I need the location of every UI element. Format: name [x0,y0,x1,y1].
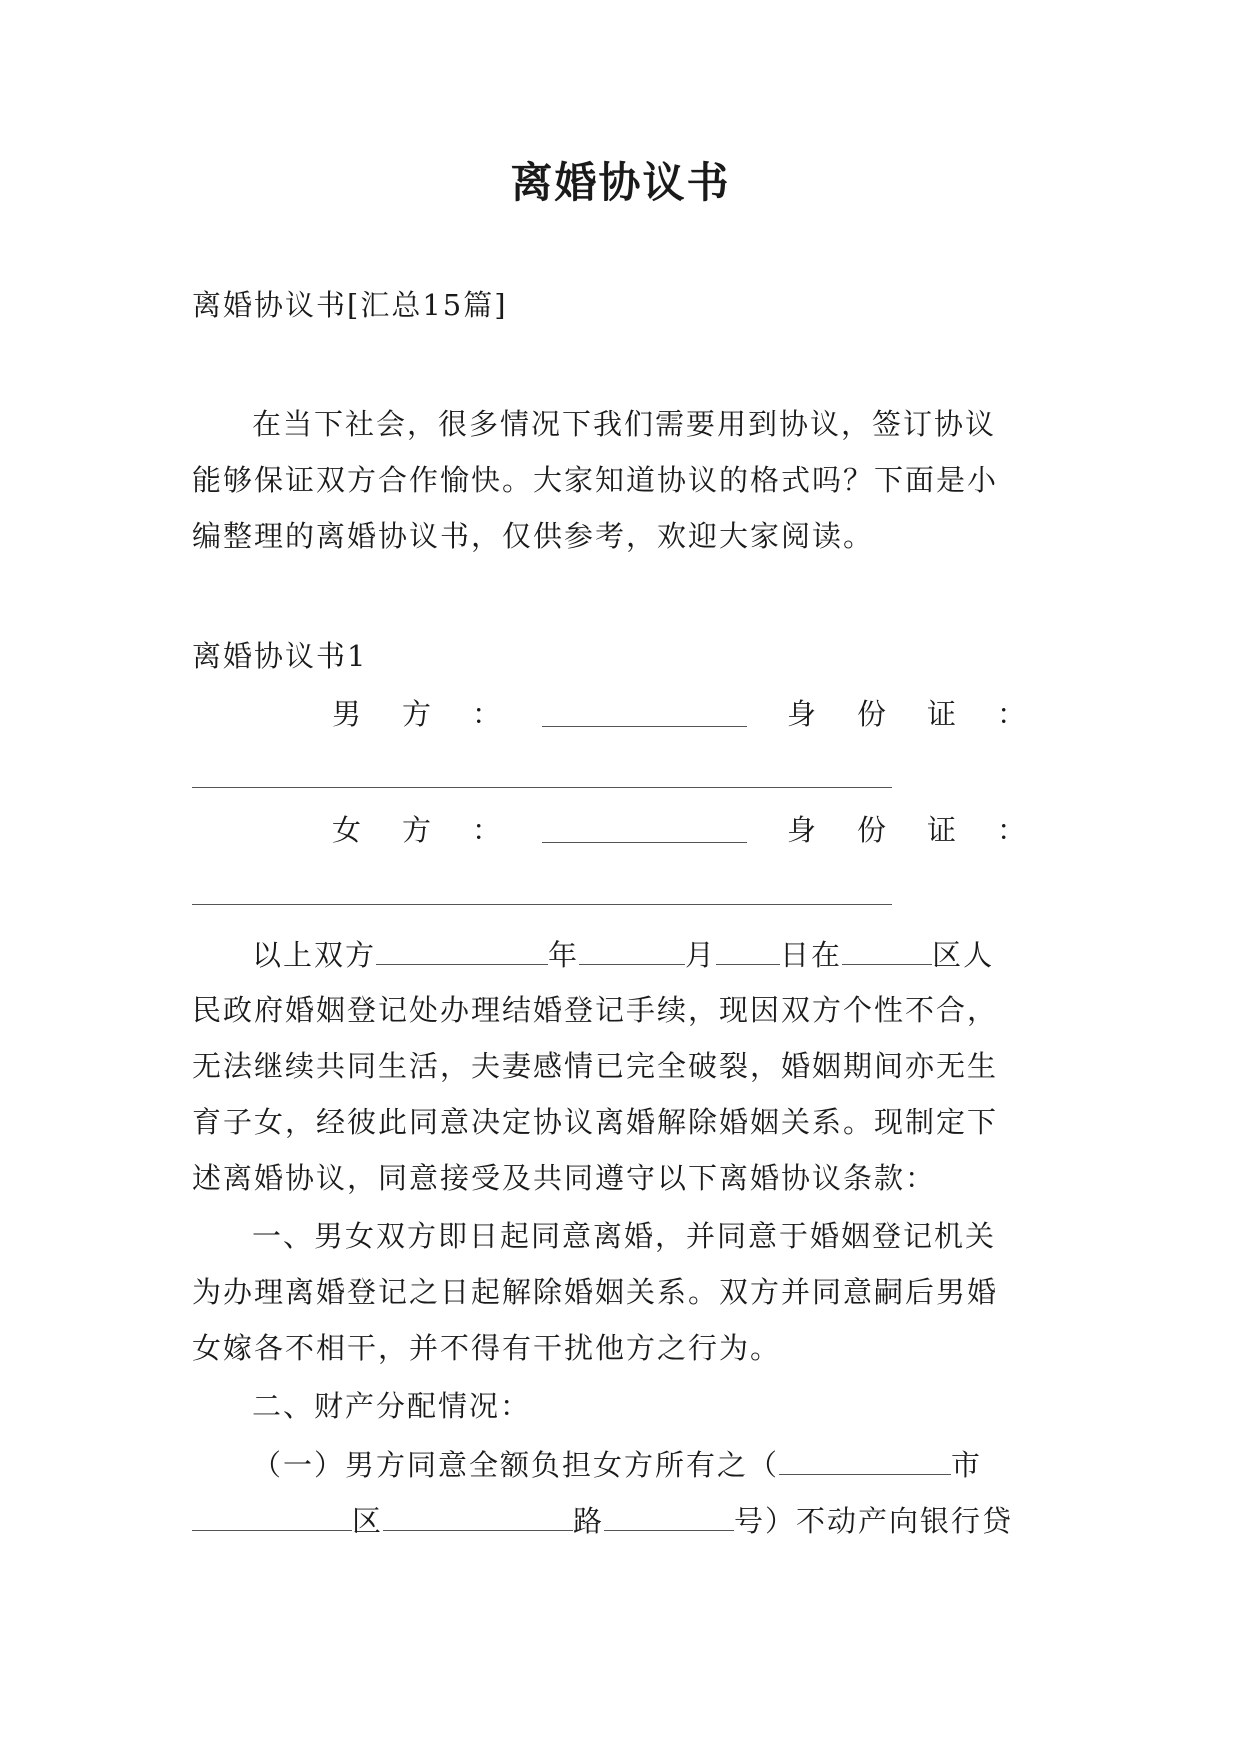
clause-1-line-3: 女嫁各不相干，并不得有干扰他方之行为。 [192,1331,782,1365]
property-city-blank[interactable] [779,1444,951,1475]
male-label-colon: ： [472,697,502,731]
clause-1-line-1: 一、男女双方即日起同意离婚，并同意于婚姻登记机关 [252,1219,997,1253]
male-id-char-2: 份 [857,697,887,731]
marriage-text-2: 年 [548,938,580,972]
intro-line-1: 在当下社会，很多情况下我们需要用到协议，签订协议 [252,407,997,441]
property-text-2: 市 [951,1448,983,1482]
marriage-text-5: 区人 [932,938,995,972]
body-line-1: 民政府婚姻登记处办理结婚登记手续，现因双方个性不合， [192,993,999,1027]
property-line-1 [252,1444,982,1485]
property-text-4: 路 [573,1504,605,1538]
male-label-char-1: 男 [332,697,362,731]
female-name-blank[interactable] [542,810,747,843]
male-party-row [192,694,1047,734]
female-label-char-2: 方 [402,813,432,847]
body-line-4: 述离婚协议，同意接受及共同遵守以下离婚协议条款： [192,1161,937,1195]
female-id-colon: ： [997,813,1027,847]
male-label-char-2: 方 [402,697,432,731]
property-text-3: 区 [352,1504,384,1538]
male-id-blank[interactable] [192,787,892,788]
property-text-1: （一）男方同意全额负担女方所有之（ [252,1448,780,1482]
property-road-blank[interactable] [604,1500,734,1531]
marriage-date-line [252,934,994,975]
body-line-2: 无法继续共同生活，夫妻感情已完全破裂，婚姻期间亦无生 [192,1049,999,1083]
female-id-blank[interactable] [192,904,892,905]
body-line-3: 育子女，经彼此同意决定协议离婚解除婚姻关系。现制定下 [192,1105,999,1139]
property-prefix-blank[interactable] [192,1500,352,1531]
marriage-text-4: 日在 [780,938,843,972]
female-id-char-2: 份 [857,813,887,847]
property-line-2 [192,1500,1013,1541]
marriage-text-3: 月 [685,938,717,972]
marriage-blank-1[interactable] [376,934,548,965]
female-id-char-3: 证 [927,813,957,847]
male-id-colon: ： [997,697,1027,731]
female-id-char-1: 身 [787,813,817,847]
intro-line-3: 编整理的离婚协议书，仅供参考，欢迎大家阅读。 [192,519,875,553]
female-label-char-1: 女 [332,813,362,847]
property-district-blank[interactable] [383,1500,573,1531]
male-id-char-3: 证 [927,697,957,731]
marriage-blank-2[interactable] [579,934,685,965]
marriage-text-1: 以上双方 [252,938,377,972]
clause-1-line-2: 为办理离婚登记之日起解除婚姻关系。双方并同意嗣后男婚 [192,1275,999,1309]
male-id-char-1: 身 [787,697,817,731]
document-subtitle: 离婚协议书[汇总15篇] [192,288,508,322]
property-text-5: 号）不动产向银行贷 [734,1504,1014,1538]
marriage-blank-4[interactable] [842,934,932,965]
male-name-blank[interactable] [542,694,747,727]
female-party-row [192,810,1047,850]
marriage-blank-3[interactable] [716,934,780,965]
female-label-colon: ： [472,813,502,847]
intro-line-2: 能够保证双方合作愉快。大家知道协议的格式吗？下面是小 [192,463,999,497]
section-heading: 离婚协议书1 [192,639,368,673]
document-title: 离婚协议书 [510,158,731,207]
clause-2-heading: 二、财产分配情况： [252,1389,532,1423]
